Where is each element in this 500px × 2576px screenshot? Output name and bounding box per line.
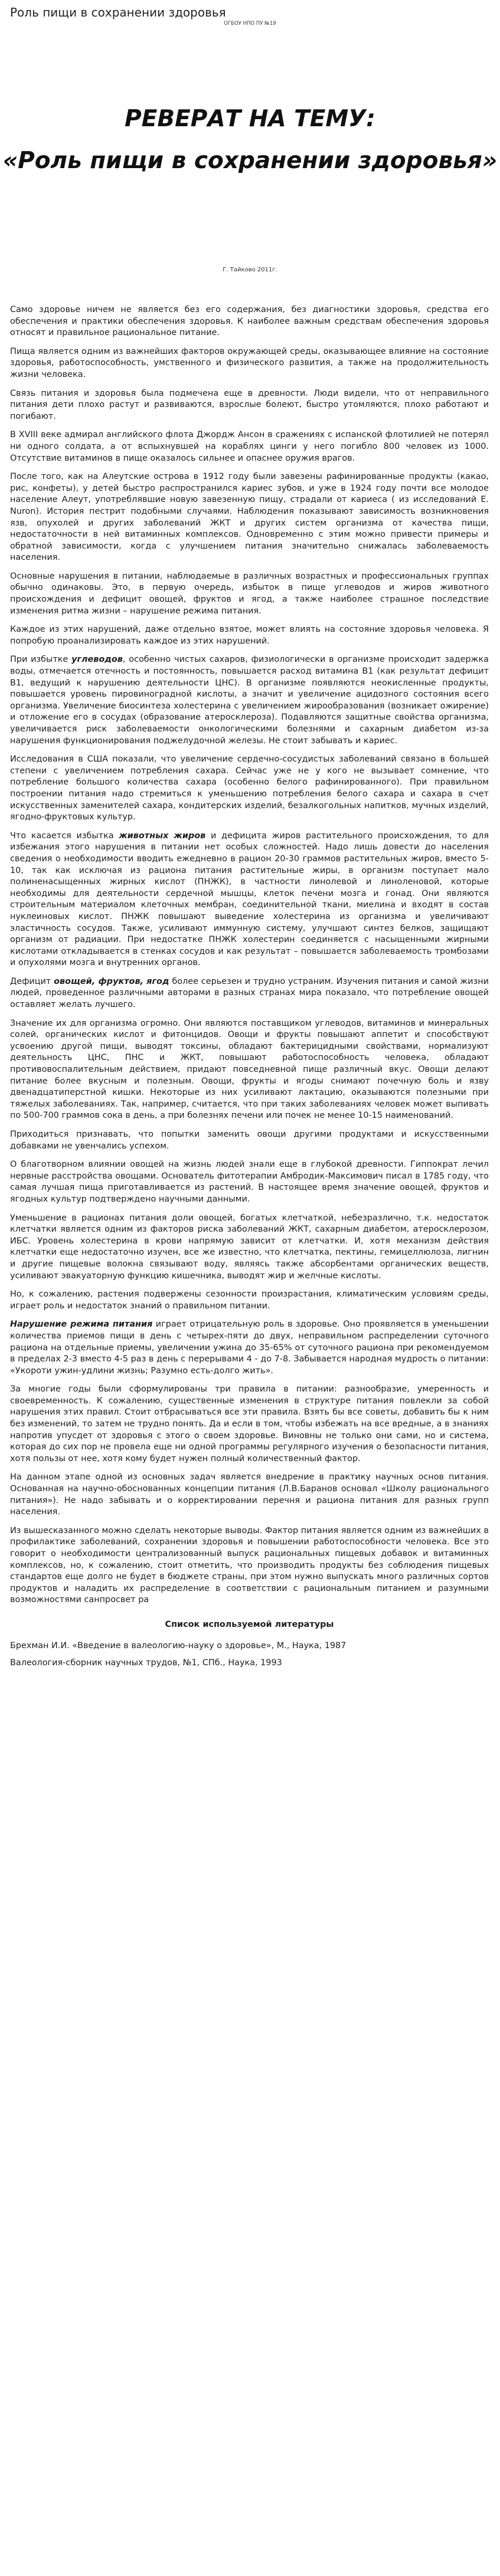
essay-body: [10, 304, 489, 1675]
paragraph-15: Уменьшение в рационах питания доли овощей, богатых клетчаткой, небезразлично, т.к. недостаток клетчатки является одним из факторов риска заболеваний ЖКТ, сахарным диабетом, атеросклерозом, ИБС. Уровень холестерина в крови напрямую зависит от клетчатки. И, хотя механизм действия клетчатки еще недостаточно изучен, все же известно, что клетчатка, пектины, гемицеллюлоза, лигнин и другие пищевые волокна связывают воду, являясь также абсорбентами органических веществ, усиливают эвакуаторную функцию кишечника, выводят жир и желчные кислоты.: [10, 1213, 489, 1281]
emphasis-animal-fats: животных жиров: [119, 831, 206, 841]
paragraph-14: О благотворном влиянии овощей на жизнь людей знали еще в глубокой древности. Гиппократ лечил нервные расстройства овощами. Основатель фитотерапии Амбродик-Максимович писал в 1785 году, что самая лучшая пища приготавливается из растений. В настоящее время значение овощей, фруктов и ягодных культур подтверждено научными данными.: [10, 1160, 489, 1204]
reference-item: Брехман И.И. «Введение в валеологию-науку о здоровье», М., Наука, 1987: [10, 1640, 347, 1650]
paragraph-19: На данном этапе одной из основных задач является внедрение в практику научных основ питания. Основанная на научно-обоснованных концепции питания (Л.В.Баранов основал «Школу рационального питания»). Не надо забывать и о корректировании перечня и рациона питания для разных групп населения.: [10, 1472, 489, 1517]
emphasis-meal-regime: Нарушение режима питания: [10, 1320, 153, 1330]
reference-item: Валеология-сборник научных трудов, №1, СПб., Наука, 1993: [10, 1658, 282, 1668]
title-line-1: РЕВЕРАТ НА ТЕМУ:: [125, 106, 375, 132]
paragraph-17: [10, 1319, 489, 1377]
paragraph-10: [10, 831, 489, 969]
paragraph-8-lead: При избытке: [10, 655, 72, 665]
paragraph-10-lead: Что касается избытка: [10, 831, 119, 841]
paragraph-18: За многие годы были сформулированы три правила в питании: разнообразие, умеренность и своевременность. К сожалению, существенные изменения в структуре питания повлекли за собой нарушения этих правил. Стоит отбрасываться все эти правила. Взять бы все советы, добавить бы к ним без изменений, то затем не трудно понять. Да и если в том, чтобы избежать на все вредные, а в знаниях напротив упусдет от здоровья с этого о своем здоровье. Виновны не только они сами, но и система, которая до сих пор не провела еще ни одной программы регулярного изучения о безопасности питания, хотя пользы от нее, хотя кому будет нужен полный количественный фактор.: [10, 1384, 489, 1463]
paragraph-6: Основные нарушения в питании, наблюдаемые в различных возрастных и профессиональных группах обычно одинаковы. Это, в первую очередь, избыток в пище углеводов и жиров животного происхождения и дефицит овощей, фруктов и ягод, а также наиболее страшное последствие изменения ритма жизни – нарушение режима питания.: [10, 571, 489, 616]
page-heading: Роль пищи в сохранении здоровья: [10, 5, 226, 19]
paragraph-13: Приходиться признавать, что попытки заменить овощи другими продуктами и искусственными добавками не увенчались успехом.: [10, 1130, 489, 1151]
paragraph-20: Из вышесказанного можно сделать некоторые выводы. Фактор питания является одним из важнейших в профилактике заболеваний, сохранении здоровья и повышении работоспособности человека. Все это говорит о необходимости централизованный выпуск рациональных пищевых добавок и витаминных комплексов, но, к сожалению, стоит отметить, что производить продукты без соблюдения пищевых стандартов еще долго не будет в бюджете страны, при этом нужно выпускать много различных сортов продуктов и наладить их распределение в соответствии с рациональным питанием и разумными возможностями санпросвет ра: [10, 1525, 489, 1605]
paragraph-12: Значение их для организма огромно. Они являются поставщиком углеводов, витаминов и минеральных солей, органических кислот и фитонцидов. Овощи и фрукты повышают аппетит и способствуют усвоению другой пищи, выводят токсины, обладают бактерицидными свойствами, нормализуют деятельность ЦНС, ПНС и ЖКТ, повышают работоспособность человека, обладают противовоспалительным действием, придают повседневной пище различный вкус. Овощи делают питание более вкусным и полезным. Овощи, фрукты и ягоды снимают почечную боль и язву двенадцатиперстной кишки. Некоторые из них усиливают лактацию, оказываются полезными при тяжелых заболеваниях. Так, например, считается, что при таких заболеваниях человек может выпивать по 500-700 граммов сока в день, а при болезнях печени или почек не менее 10-15 наименований.: [10, 1018, 489, 1121]
paragraph-11-lead: Дефицит: [10, 976, 54, 986]
city-year-line: Г. Тайково 2011г.: [223, 267, 277, 273]
emphasis-vegetables: овощей, фруктов, ягод: [54, 976, 169, 986]
emphasis-carbohydrates: углеводов: [71, 655, 123, 665]
paragraph-2: Пища является одним из важнейших факторов окружающей среды, оказывающее влияние на состояние здоровья, работоспособность, умственного и физического развития, а также на продолжительность жизни человека.: [10, 346, 489, 379]
paragraph-16: Но, к сожалению, растения подвержены сезонности произрастания, климатическим условиям среды, играет роль и недостаток знаний о правильном питании.: [10, 1289, 489, 1311]
essay-title: [0, 105, 500, 175]
paragraph-17-text: играет отрицательную роль в здоровье. Оно проявляется в уменьшении количества приемов пищи в день с четырех-пяти до двух, неправильном распределении суточного рациона на отдельные приемы, увеличении ужина до 35-65% от суточного рациона при рекомендуемом в пределах 2-3 вместо 4-5 раз в день с перерывами 4 - до 7-8. Забывается народная мудрость о питании: «Укороти ужин-удлини жизнь; Разумно есть-долго жить».: [10, 1320, 489, 1376]
paragraph-9: Исследования в США показали, что увеличение сердечно-сосудистых заболеваний связано в большей степени с увеличением потребления сахара. Сейчас уже не у кого не вызывает сомнение, что потребление большого количества сахара (особенно белого рафинированного). При правильном построении питания надо стремиться к уменьшению потребления белого сахара и сахара в счет искусственных заменителей сахара, кондитерских изделий, безалкогольных напитков, мучных изделий, ягодно-фруктовых культур.: [10, 754, 489, 822]
paragraph-5: После того, как на Алеутские острова в 1912 году были завезены рафинированные продукты (какао, рис, конфеты), у детей быстро распространился кариес зубов, и уже в 1924 году почти все молодое население Алеут, употреблявшие новую завезенную пищу, страдали от кариеса ( из исследований Е. Nuron). История пестрит подобными случаями. Наблюдения показывают зависимость возникновения язв, опухолей и других заболеваний ЖКТ и других систем организма от качества пищи, недостаточности в ней витаминных комплексов. Одновременно с этим можно привести примеры и обратной зависимости, когда с улучшением питания значительно снижалась заболеваемость населения.: [10, 472, 489, 563]
paragraph-1: Само здоровье ничем не является без его содержания, без диагностики здоровья, средства его обеспечения и практики обеспечения здоровья. К наиболее важным средствам обеспечения здоровья относят и правильное рациональное питание.: [10, 305, 489, 338]
paragraph-11-text: более серьезен и трудно устраним. Изучения питания и самой жизни людей, проведенное различными авторами в разных странах мира показало, что потребление овощей оставляет желать лучшего.: [10, 976, 489, 1010]
paragraph-10-text: и дефицита жиров растительного происхождения, то для избежания этого нарушения в питании нет особых сложностей. Надо лишь довести до населения сведения о необходимости вводить ежедневно в рацион 20-30 граммов растительных жиров, вместо 5-10, так как исключая из рациона питания растительные жиры, в организм поступает мало полиненасыщенных жирных кислот (ПНЖК), в частности линолевой и линоленовой, которые необходимы для деятельности сердечной мышцы, клеток печени мозга и гонад. Они являются строительным материалом клеточных мембран, соединительной ткани, миелина и входят в состав нуклеиновых кислот. ПНЖК повышают выведение холестерина из организма и увеличивают эластичность сосудов. Также, усиливают иммунную систему, улучшают синтез белков, защищают организм от радиации. При недостатке ПНЖК холестерин соединяется с насыщенными жирными кислотами откладывается в стенках сосудов и как результат – повышается заболеваемость тромбозами и опухолями мозга и внутренних органов.: [10, 831, 489, 968]
title-line-2: «Роль пищи в сохранении здоровья»: [2, 147, 498, 174]
paragraph-11: [10, 976, 489, 1011]
references-title: Список используемой литературы: [165, 1619, 334, 1629]
paragraph-8-text: , особенно чистых сахаров, физиологически в организме происходит задержка воды, отмечается отечность и постоянность, повышается расход витамина B1 (как результат дефицит B1, ведущий к нарушению деятельности ЦНС). В организме появляются неокисленные продукты, повышается уровень пировиноградной кислоты, а значит и увеличение ацидозного состояния всего организма. Увеличение биосинтеза холестерина с увеличением жирообразования (возникает ожирение) и отложение его в сосудах (образование атеросклероза). Подавляются защитные свойства организма, увеличивается риск заболеваемости онкологическими болезнями и сахарным диабетом из-за нарушения функционирования поджелудочной железы. Не стоит забывать и кариес.: [10, 655, 489, 746]
paragraph-3: Связь питания и здоровья была подмечена еще в древности. Люди видели, что от неправильного питания дети плохо растут и развиваются, взрослые болеют, быстро утомляются, плохо работают и погибают.: [10, 388, 489, 421]
paragraph-7: Каждое из этих нарушений, даже отдельно взятое, может влиять на состояние здоровья человека. Я попробую проанализировать каждое из этих нарушений.: [10, 625, 489, 646]
paragraph-4: В XVIII веке адмирал английского флота Джордж Ансон в сражениях с испанской флотилией не потерял ни одного солдата, а от вспыхнувшей на кораблях цинги у него погибло 800 человек из 1000. Отсутствие витаминов в пище оказалось сильнее и опаснее оружия врагов.: [10, 430, 489, 463]
institution-header: ОГБОУ НПО ПУ №19: [224, 21, 276, 27]
paragraph-8: [10, 654, 489, 747]
